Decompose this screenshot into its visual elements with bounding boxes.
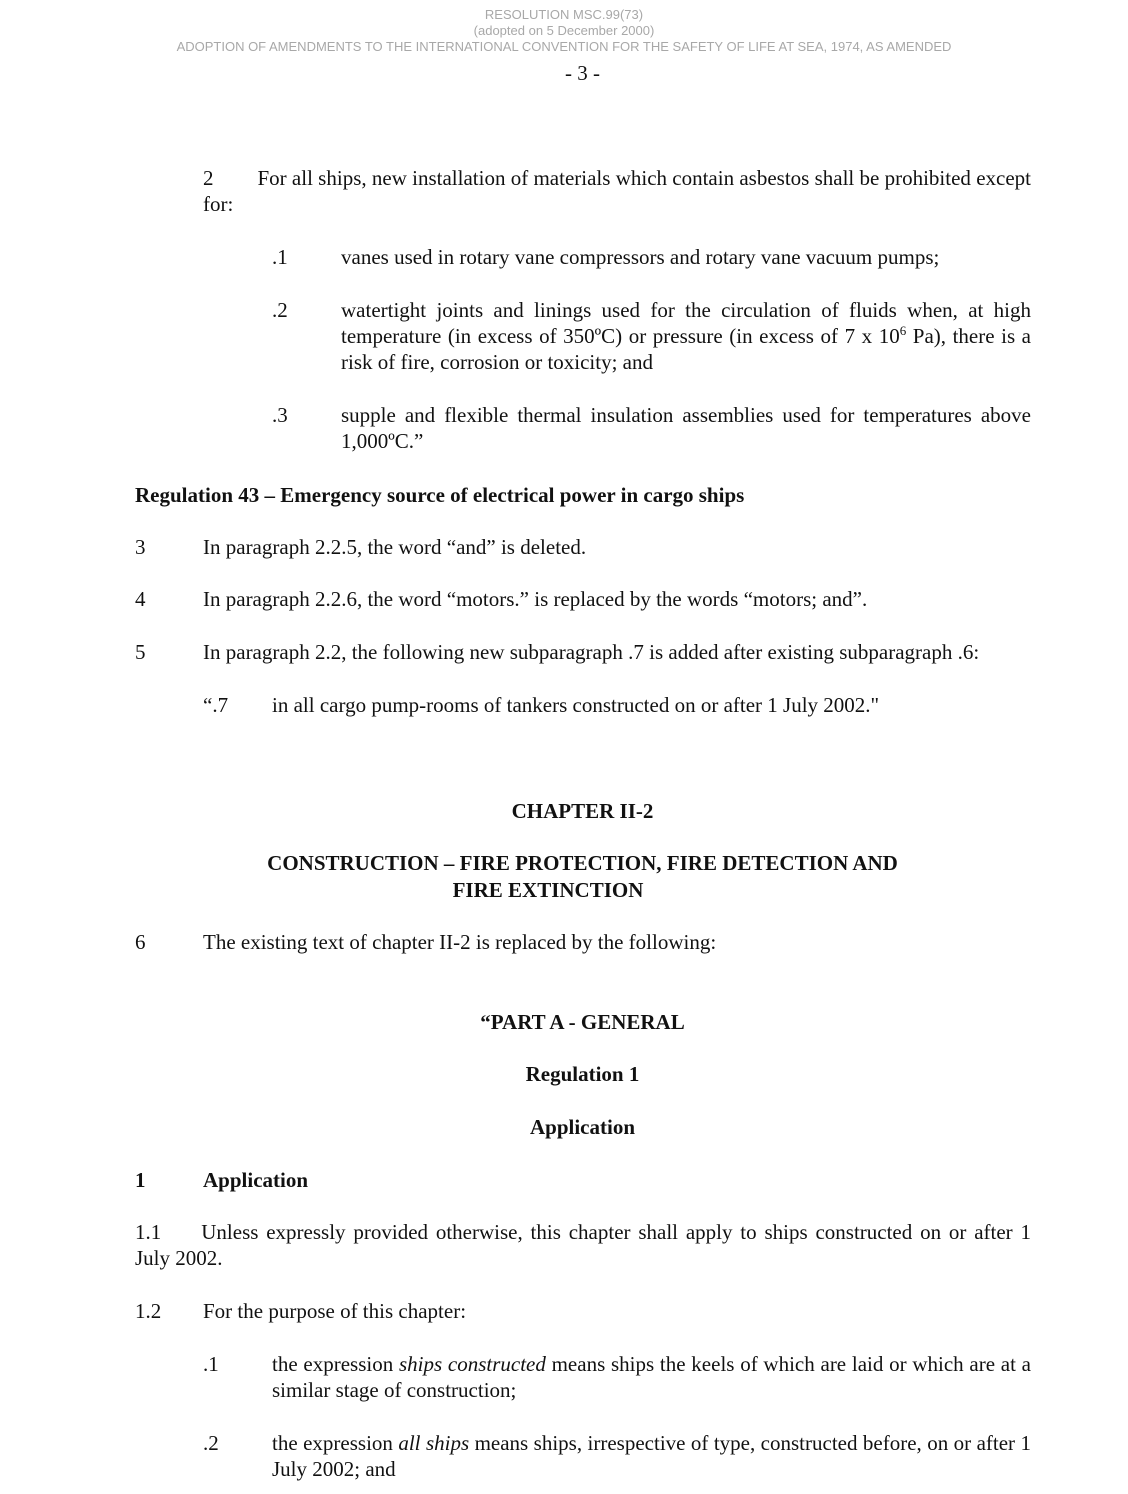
defined-term: ships constructed <box>398 1352 546 1376</box>
list-item-number: .1 <box>203 1352 219 1376</box>
paragraph-text: The existing text of chapter II-2 is replaced by the following: <box>203 930 717 954</box>
list-item-number: .1 <box>272 245 288 269</box>
chapter-title: CHAPTER II-2 <box>511 799 654 823</box>
list-item-number: .2 <box>203 1431 219 1455</box>
paragraph-text: For all ships, new installation of materials which contain asbestos shall be prohibited except for: <box>203 166 1031 216</box>
page-number: - 3 - <box>565 61 600 85</box>
paragraph-number: 3 <box>135 535 146 559</box>
paragraph-text: Unless expressly provided otherwise, this chapter shall apply to ships constructed on or after 1 July 2002. <box>135 1220 1031 1270</box>
paragraph-number: 6 <box>135 930 146 954</box>
paragraph-number: 5 <box>135 640 146 664</box>
paragraph-text: For the purpose of this chapter: <box>203 1299 467 1323</box>
list-item-text: watertight joints and linings used for the circulation of fluids when, at high temperature (in excess of 350ºC) or pressure (in excess of 7 x $10^6$ Pa), there is a risk of fire, corrosion or toxicity; and <box>341 298 1031 374</box>
paragraph-text: In paragraph 2.2.6, the word “motors.” is replaced by the words “motors; and”. <box>203 587 868 611</box>
paragraph-text: In paragraph 2.2, the following new subparagraph .7 is added after existing subparagraph .6: <box>203 640 980 664</box>
superscript-exponent: 6 <box>899 323 907 338</box>
regulation-43-heading: Regulation 43 – Emergency source of electrical power in cargo ships <box>135 483 745 507</box>
section-number: 1 <box>135 1168 146 1192</box>
regulation-title: Application <box>529 1115 636 1139</box>
list-item-text: the expression ships constructed means ships the keels of which are laid or which are at a similar stage of construction; <box>272 1352 1031 1402</box>
defined-term: all ships <box>398 1431 470 1455</box>
paragraph-number: 4 <box>135 587 146 611</box>
chapter-subtitle-line1: CONSTRUCTION – FIRE PROTECTION, FIRE DETECTION AND <box>267 851 898 875</box>
header-adopted-date: (adopted on 5 December 2000) <box>473 23 655 38</box>
paragraph-number: 1.1 <box>135 1220 162 1244</box>
section-title: Application <box>203 1168 309 1192</box>
chapter-subtitle-line2: FIRE EXTINCTION <box>452 878 644 902</box>
list-item-text: vanes used in rotary vane compressors and rotary vane vacuum pumps; <box>341 245 940 269</box>
header-title: ADOPTION OF AMENDMENTS TO THE INTERNATIONAL CONVENTION FOR THE SAFETY OF LIFE AT SEA, 1974, AS AMENDED <box>176 39 952 54</box>
regulation-number: Regulation 1 <box>525 1062 640 1086</box>
paragraph-number: 2 <box>203 166 214 190</box>
subparagraph-number: “.7 <box>203 693 229 717</box>
paragraph-2 <box>203 165 1031 217</box>
list-item-number: .2 <box>272 298 288 322</box>
part-a-title: “PART A - GENERAL <box>480 1010 685 1034</box>
subparagraph-text: in all cargo pump-rooms of tankers constructed on or after 1 July 2002." <box>272 693 880 717</box>
list-item-number: .3 <box>272 403 288 427</box>
paragraph-1-1 <box>135 1219 1031 1271</box>
header-resolution: RESOLUTION MSC.99(73) <box>484 7 644 22</box>
list-item-text: the expression all ships means ships, irrespective of type, constructed before, on or after 1 July 2002; and <box>272 1431 1031 1481</box>
paragraph-number: 1.2 <box>135 1299 162 1323</box>
paragraph-text: In paragraph 2.2.5, the word “and” is deleted. <box>203 535 587 559</box>
list-item-text: supple and flexible thermal insulation assemblies used for temperatures above 1,000ºC.” <box>341 403 1031 453</box>
